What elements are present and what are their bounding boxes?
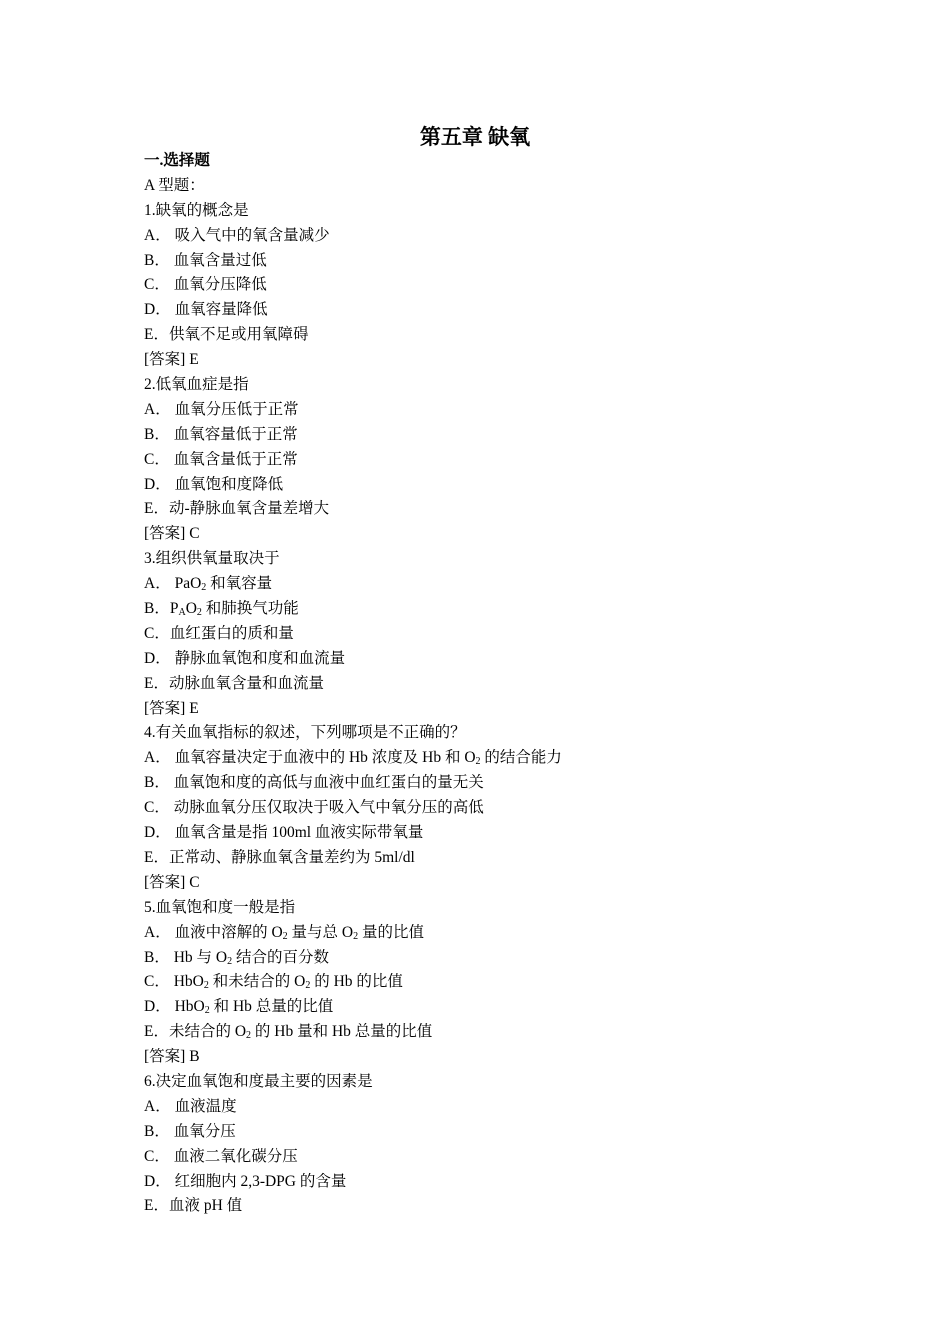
text-segment: E．动脉血氧含量和血流量 — [144, 674, 324, 692]
text-line — [144, 622, 864, 647]
text-segment: E．动-静脉血氧含量差增大 — [144, 500, 330, 518]
text-line — [144, 970, 864, 995]
subscript: 2 — [282, 930, 288, 942]
subscript: 2 — [246, 1030, 252, 1042]
text-line — [144, 497, 864, 522]
text-segment: E．正常动、静脉血氧含量差约为 5ml/dl — [144, 848, 415, 866]
text-line — [144, 721, 864, 746]
text-segment: O — [185, 600, 197, 618]
text-segment: C． 血液二氧化碳分压 — [144, 1147, 298, 1165]
text-line — [144, 921, 864, 946]
text-line — [144, 1045, 864, 1070]
text-line — [144, 1020, 864, 1045]
text-line — [144, 572, 864, 597]
text-line — [144, 846, 864, 871]
text-segment: A 型题： — [144, 176, 205, 194]
subscript: 2 — [475, 756, 481, 768]
text-line — [144, 522, 864, 547]
text-segment: 的结合能力 — [480, 749, 562, 767]
text-line — [144, 796, 864, 821]
text-segment: 5.血氧饱和度一般是指 — [144, 898, 296, 916]
subscript: 2 — [305, 980, 311, 992]
text-segment: B． 血氧容量低于正常 — [144, 425, 298, 443]
text-line — [144, 149, 864, 174]
text-segment: 量的比值 — [358, 923, 424, 941]
text-segment: E．血液 pH 值 — [144, 1197, 243, 1215]
text-line — [144, 697, 864, 722]
text-segment: 2.低氧血症是指 — [144, 376, 249, 394]
text-line — [144, 1145, 864, 1170]
text-segment: 一.选择题 — [144, 152, 210, 169]
text-segment: [答案] C — [144, 525, 200, 543]
text-segment: D． 红细胞内 2,3-DPG 的含量 — [144, 1172, 347, 1190]
text-segment: B．P — [144, 600, 179, 618]
text-line — [144, 1194, 864, 1219]
text-segment: D． 血氧含量是指 100ml 血液实际带氧量 — [144, 824, 424, 842]
text-segment: 和氧容量 — [206, 575, 273, 593]
text-segment: [答案] C — [144, 873, 200, 891]
text-line — [144, 746, 864, 771]
text-segment: E．未结合的 O — [144, 1023, 247, 1041]
text-segment: A． PaO — [144, 575, 202, 593]
text-segment: A． 血氧容量决定于血液中的 Hb 浓度及 Hb 和 O — [144, 749, 476, 767]
text-segment: A． 吸入气中的氧含量减少 — [144, 226, 330, 244]
text-segment: B． 血氧含量过低 — [144, 251, 267, 269]
text-line — [144, 995, 864, 1020]
text-segment: E．供氧不足或用氧障碍 — [144, 326, 309, 344]
text-line — [144, 373, 864, 398]
text-segment: C． 血氧含量低于正常 — [144, 450, 298, 468]
text-segment: 1.缺氧的概念是 — [144, 201, 249, 219]
text-line — [144, 448, 864, 473]
text-segment: B． 血氧饱和度的高低与血液中血红蛋白的量无关 — [144, 774, 484, 792]
subscript: 2 — [201, 582, 207, 594]
subscript: 2 — [196, 607, 202, 619]
text-line — [144, 273, 864, 298]
text-line — [144, 946, 864, 971]
text-line — [144, 249, 864, 274]
subscript: 2 — [227, 955, 233, 967]
text-line — [144, 1095, 864, 1120]
text-segment: 结合的百分数 — [232, 948, 329, 966]
text-segment: 的 Hb 量和 Hb 总量的比值 — [251, 1023, 433, 1041]
text-line — [144, 199, 864, 224]
text-segment: 量与总 O — [287, 923, 354, 941]
text-line — [144, 398, 864, 423]
text-segment: 和肺换气功能 — [201, 600, 299, 618]
text-segment: D． 血氧饱和度降低 — [144, 475, 284, 493]
text-segment: B． Hb 与 O — [144, 948, 228, 966]
text-segment: B． 血氧分压 — [144, 1122, 236, 1140]
text-line — [144, 323, 864, 348]
text-segment: C．血红蛋白的质和量 — [144, 624, 294, 642]
text-segment: [答案] B — [144, 1048, 200, 1066]
text-line — [144, 298, 864, 323]
text-segment: C． HbO — [144, 973, 204, 991]
text-segment: [答案] E — [144, 351, 199, 369]
text-segment: D． 静脉血氧饱和度和血流量 — [144, 649, 346, 667]
text-line — [144, 647, 864, 672]
chapter-title: 第五章 缺氧 — [419, 125, 531, 149]
text-segment: 和 Hb 总量的比值 — [209, 998, 334, 1016]
text-line — [144, 174, 864, 199]
text-line — [144, 473, 864, 498]
text-line — [144, 1170, 864, 1195]
subscript: 2 — [353, 930, 359, 942]
text-line — [144, 547, 864, 572]
text-line — [144, 896, 864, 921]
text-line — [144, 348, 864, 373]
subscript: A — [178, 607, 186, 619]
text-line — [144, 771, 864, 796]
subscript: 2 — [203, 980, 209, 992]
text-segment: 3.组织供氧量取决于 — [144, 550, 280, 568]
text-line — [144, 1070, 864, 1095]
text-line — [144, 871, 864, 896]
text-segment: 4.有关血氧指标的叙述，下列哪项是不正确的？ — [144, 724, 466, 742]
subscript: 2 — [204, 1005, 210, 1017]
text-segment: 6.决定血氧饱和度最主要的因素是 — [144, 1072, 373, 1090]
text-segment: C． 血氧分压降低 — [144, 276, 267, 294]
text-segment: A． 血液中溶解的 O — [144, 923, 283, 941]
text-segment: D． 血氧容量降低 — [144, 301, 268, 319]
text-segment: A． 血液温度 — [144, 1097, 237, 1115]
text-segment: [答案] E — [144, 699, 199, 717]
text-line — [144, 672, 864, 697]
text-segment: C． 动脉血氧分压仅取决于吸入气中氧分压的高低 — [144, 799, 484, 817]
text-line — [144, 224, 864, 249]
text-line — [144, 597, 864, 622]
text-line — [144, 423, 864, 448]
text-segment: 和未结合的 O — [208, 973, 306, 991]
question-list — [144, 149, 864, 1219]
text-segment: A． 血氧分压低于正常 — [144, 400, 299, 418]
text-segment: D． HbO — [144, 998, 205, 1016]
text-line — [144, 1120, 864, 1145]
text-segment: 的 Hb 的比值 — [310, 973, 403, 991]
text-line — [144, 821, 864, 846]
